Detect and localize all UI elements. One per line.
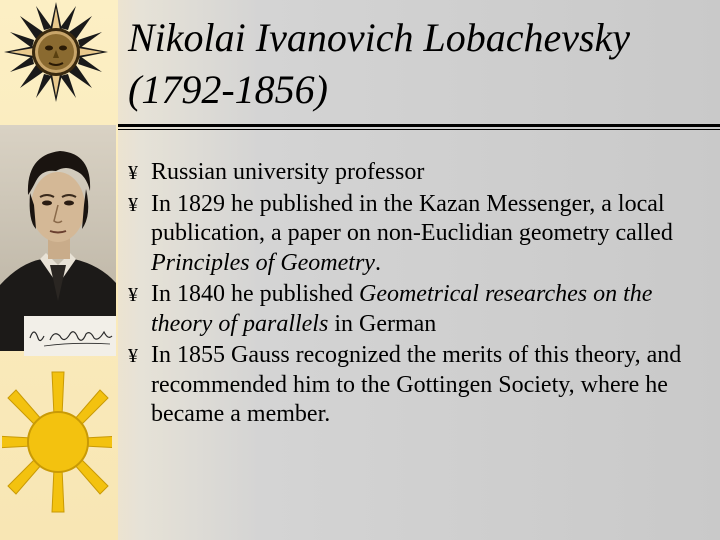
sun-face-icon xyxy=(0,0,108,118)
bullet-text: In 1855 Gauss recognized the merits of this theory, and recommended him to the Gottingen Society, where he became a member. xyxy=(151,342,682,427)
bullet-text-end: in German xyxy=(328,310,437,337)
title-divider-thin xyxy=(118,129,720,130)
bullet-symbol: ¥ xyxy=(128,345,138,367)
title-divider xyxy=(118,124,720,127)
bullet-symbol: ¥ xyxy=(128,193,138,216)
book-title: Geometrical researches on the theory of parallels xyxy=(151,281,653,337)
bullet-text: In 1829 he published in the Kazan Messenger, a local publication, a paper on non-Euclidian geometry called xyxy=(151,190,673,246)
bullet-symbol: ¥ xyxy=(128,162,138,184)
title-line-1: Nikolai Ivanovich Lobachevsky xyxy=(128,15,631,60)
sun-icon xyxy=(2,356,112,536)
title-line-2: (1792-1856) xyxy=(128,67,328,112)
slide-title xyxy=(128,12,713,116)
bullet-item xyxy=(128,190,708,279)
bullet-list xyxy=(128,158,708,432)
bullet-item xyxy=(128,280,708,339)
bullet-item xyxy=(128,158,708,188)
bullet-symbol: ¥ xyxy=(128,284,138,306)
bullet-text-end: . xyxy=(374,249,381,276)
bullet-text: In 1840 he published xyxy=(151,281,359,307)
bullet-text: Russian university professor xyxy=(151,159,425,185)
book-title: Principles of Geometry xyxy=(151,249,375,276)
signature-image xyxy=(24,316,116,356)
bullet-item xyxy=(128,341,708,430)
